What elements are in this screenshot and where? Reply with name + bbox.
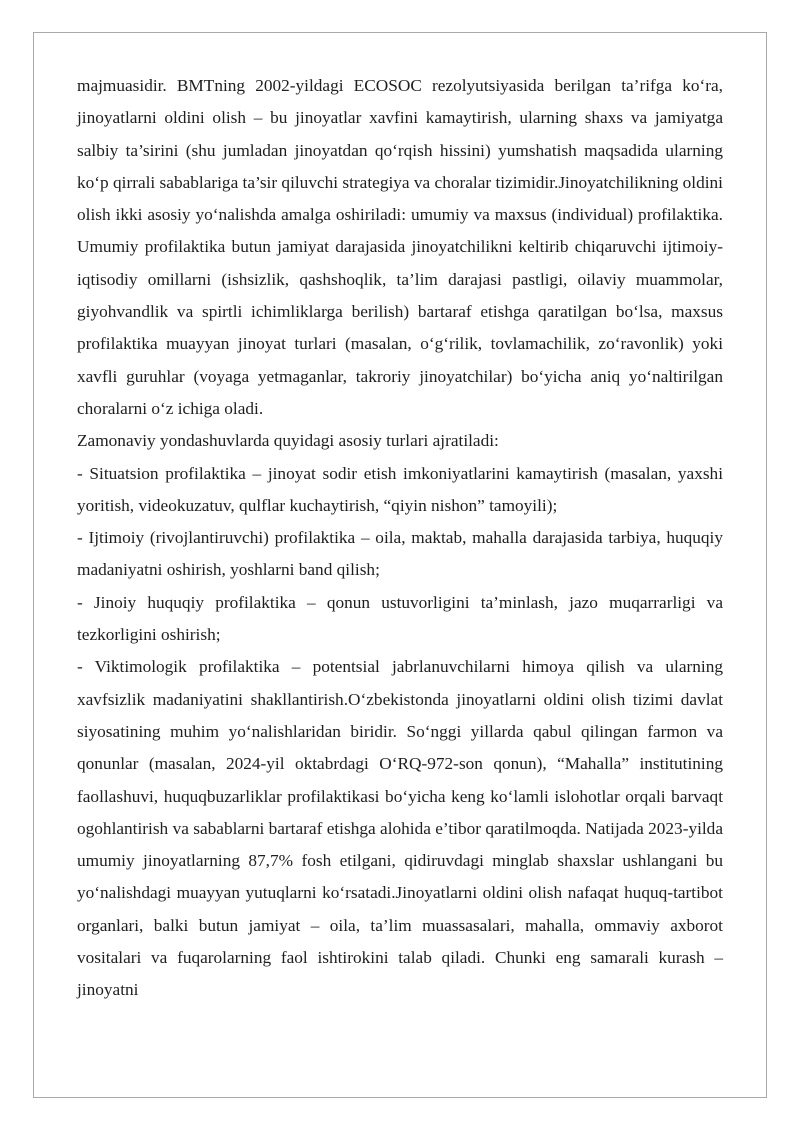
list-item-situational: - Situatsion profilaktika – jinoyat sodir etish imkoniyatlarini kamaytirish (masalan, yaxshi yoritish, videokuzatuv, qulflar kuchaytirish, “qiyin nishon” tamoyili); bbox=[77, 463, 723, 515]
paragraph-prevention-definition: majmuasidir. BMTning 2002-yildagi ECOSOC rezolyutsiyasida berilgan ta’rifga ko‘ra, jinoyatlarni oldini olish – bu jinoyatlar xavfini kamaytirish, ularning shaxs va jamiyatga salbiy ta’sirini (shu jumladan jinoyatdan qo‘rqish hissini) yumshatish maqsadida ularning ko‘p qirrali sabablariga ta’sir qiluvchi strategiya va choralar tizimidir.Jinoyatchilikning oldini olish ikki asosiy yo‘nalishda amalga oshiriladi: umumiy va maxsus (individual) profilaktika. Umumiy profilaktika butun jamiyat darajasida jinoyatchilikni keltirib chiqaruvchi ijtimoiy-iqtisodiy omillarni (ishsizlik, qashshoqlik, ta’lim darajasi pastligi, oilaviy muammolar, giyohvandlik va spirtli ichimliklarga berilish) bartaraf etishga qaratilgan bo‘lsa, maxsus profilaktika muayyan jinoyat turlari (masalan, o‘g‘rilik, tovlamachilik, zo‘ravonlik) yoki xavfli guruhlar (voyaga yetmaganlar, takroriy jinoyatchilar) bo‘yicha aniq yo‘naltirilgan choralarni o‘z ichiga oladi. bbox=[77, 76, 723, 418]
list-item-victimological: - Viktimologik profilaktika – potentsial jabrlanuvchilarni himoya qilish va ularning xavfsizlik madaniyatini shakllantirish.O‘zbekistonda jinoyatlarni oldini olish tizimi davlat siyosatining muhim yo‘nalishlaridan biridir. So‘nggi yillarda qabul qilingan farmon va qonunlar (masalan, 2024-yil oktabrdagi O‘RQ-972-son qonun), “Mahalla” institutining faollashuvi, huquqbuzarliklar profilaktikasi bo‘yicha keng ko‘lamli islohotlar orqali barvaqt ogohlantirish va sabablarni bartaraf etishga alohida e’tibor qaratilmoqda. Natijada 2023-yilda umumiy jinoyatlarning 87,7% fosh etilgani, qidiruvdagi minglab shaxslar ushlangani bu yo‘nalishdagi muayyan yutuqlarni ko‘rsatadi.Jinoyatlarni oldini olish nafaqat huquq-tartibot organlari, balki butun jamiyat – oila, ta’lim muassasalari, mahalla, ommaviy axborot vositalari va fuqarolarning faol ishtirokini talab qiladi. Chunki eng samarali kurash – jinoyatni bbox=[77, 657, 723, 1000]
paragraph-types-intro: Zamonaviy yondashuvlarda quyidagi asosiy turlari ajratiladi: bbox=[77, 431, 499, 451]
list-item-social: - Ijtimoiy (rivojlantiruvchi) profilaktika – oila, maktab, mahalla darajasida tarbiya, huquqiy madaniyatni oshirish, yoshlarni band qilish; bbox=[77, 528, 723, 580]
list-item-criminal-legal: - Jinoiy huquqiy profilaktika – qonun ustuvorligini ta’minlash, jazo muqarrarligi va tezkorligini oshirish; bbox=[77, 592, 723, 645]
document-body bbox=[77, 70, 723, 1007]
